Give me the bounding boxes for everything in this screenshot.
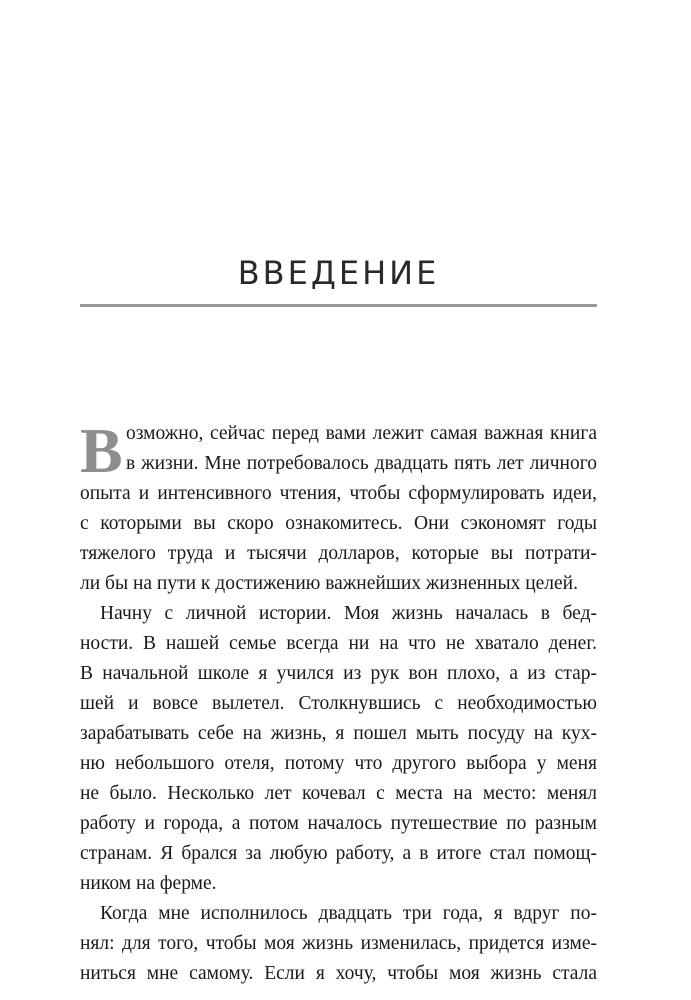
text-line: ли бы на пути к достижению важнейших жизненных целей. [80, 573, 578, 594]
text-line: зарабатывать себе на жизнь, я пошел мыть посуду на кух- [80, 723, 597, 744]
text-line: в жизни. Мне потребовалось двадцать пять лет личного [126, 453, 597, 474]
text-line: работу и города, а потом началось путешествие по разным [80, 813, 597, 834]
text-line: странам. Я брался за любую работу, а в итоге стал помощ- [80, 843, 597, 864]
text-line: нял: для того, чтобы моя жизнь изменилась, придется изме- [80, 933, 597, 954]
text-line: опыта и интенсивного чтения, чтобы сформулировать идеи, [80, 483, 597, 504]
text-line: тяжелого труда и тысячи долларов, которые вы потрати- [80, 543, 597, 564]
text-line: ником на ферме. [80, 873, 217, 894]
text-line: Когда мне исполнилось двадцать три года, я вдруг по- [100, 903, 597, 924]
title-divider [80, 304, 597, 307]
chapter-title: ВВЕДЕНИЕ [237, 254, 440, 292]
text-line: ниться мне самому. Если я хочу, чтобы моя жизнь стала [80, 963, 597, 984]
text-line: В начальной школе я учился из рук вон плохо, а из стар- [80, 663, 597, 684]
text-line: озможно, сейчас перед вами лежит самая важная книга [126, 423, 597, 444]
text-line: ности. В нашей семье всегда ни на что не хватало денег. [80, 633, 597, 654]
text-line: ню небольшого отеля, потому что другого выбора у меня [80, 753, 597, 774]
text-line: Начну с личной истории. Моя жизнь началась в бед- [100, 603, 597, 624]
drop-cap: В [80, 415, 123, 486]
text-line: не было. Несколько лет кочевал с места на место: менял [80, 783, 597, 804]
text-line: шей и вовсе вылетел. Столкнувшись с необходимостью [80, 693, 597, 714]
text-line: с которыми вы скоро ознакомитесь. Они сэкономят годы [80, 513, 597, 534]
chapter-body [80, 415, 597, 989]
